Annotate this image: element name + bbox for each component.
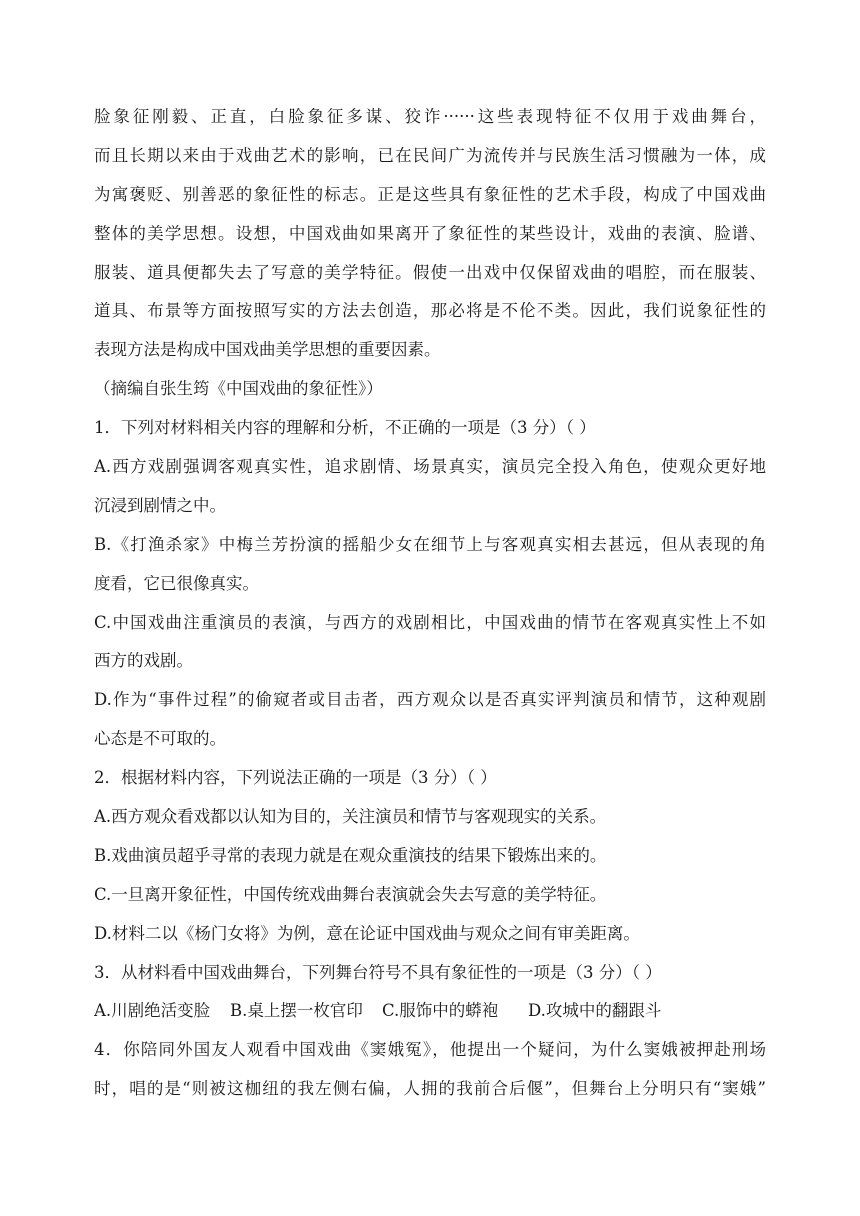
option-c-continued: 西方的戏剧。 [94,651,193,671]
option-d: D.材料二以《杨门女将》为例，意在论证中国戏曲与观众之间有审美距离。 [94,923,640,943]
citation: （摘编自张生筠《中国戏曲的象征性》） [94,379,383,399]
option-d: D.攻城中的翻跟斗 [528,1001,662,1021]
passage-line: 道具、布景等方面按照写实的方法去创造，那必将是不伦不类。因此，我们说象征性的 [94,301,766,321]
question-3 [94,954,766,1032]
option-d: D.作为“事件过程”的偷窥者或目击者，西方观众以是否真实评判演员和情节，这种观剧 [94,690,766,710]
option-a-continued: 沉浸到剧情之中。 [94,495,226,515]
question-stem: 4．你陪同外国友人观看中国戏曲《窦娥冤》，他提出一个疑问，为什么窦娥被押赴刑场 [94,1040,766,1060]
question-stem: 1．下列对材料相关内容的理解和分析，不正确的一项是（3 分）（ ） [94,418,596,438]
passage-line: 脸象征刚毅、正直，白脸象征多谋、狡诈······这些表现特征不仅用于戏曲舞台， [94,107,766,126]
options-row [94,992,766,1031]
question-stem: 3．从材料看中国戏曲舞台，下列舞台符号不具有象征性的一项是（3 分）（ ） [94,962,662,982]
option-b-continued: 度看，它已很像真实。 [94,573,259,593]
option-a: A.西方戏剧强调客观真实性，追求剧情、场景真实，演员完全投入角色，使观众更好地 [94,457,766,477]
option-b: B.《打渔杀家》中梅兰芳扮演的摇船少女在细节上与客观真实相去甚远，但从表现的角 [94,534,766,554]
option-a: A.西方观众看戏都以认知为目的，关注演员和情节与客观现实的关系。 [94,807,607,827]
question-stem-continued: 时，唱的是“则被这枷纽的我左侧右偏，人拥的我前合后偃”，但舞台上分明只有“窦娥” [94,1079,766,1099]
question-1 [94,409,766,759]
document-page [94,98,766,1109]
question-stem: 2．根据材料内容，下列说法正确的一项是（3 分）（ ） [94,768,497,788]
option-c: C.中国戏曲注重演员的表演，与西方的戏剧相比，中国戏曲的情节在客观真实性上不如 [94,612,766,632]
option-b: B.桌上摆一枚官印 [230,1001,363,1021]
option-c: C.一旦离开象征性，中国传统戏曲舞台表演就会失去写意的美学特征。 [94,884,607,904]
passage-line: 为寓褒贬、别善恶的象征性的标志。正是这些具有象征性的艺术手段，构成了中国戏曲 [94,184,766,204]
passage-line: 服装、道具便都失去了写意的美学特征。假使一出戏中仅保留戏曲的唱腔，而在服装、 [94,262,766,282]
passage-line: 而且长期以来由于戏曲艺术的影响，已在民间广为流传并与民族生活习惯融为一体，成 [94,145,766,165]
question-2 [94,759,766,953]
passage-line: 整体的美学思想。设想，中国戏曲如果离开了象征性的某些设计，戏曲的表演、脸谱、 [94,223,766,243]
question-4 [94,1031,766,1109]
option-b: B.戏曲演员超乎寻常的表现力就是在观众重演技的结果下锻炼出来的。 [94,845,607,865]
option-a: A.川剧绝活变脸 [94,1001,211,1021]
option-d-continued: 心态是不可取的。 [94,729,226,749]
passage-last-line: 表现方法是构成中国戏曲美学思想的重要因素。 [94,340,441,360]
passage [94,98,766,409]
option-c: C.服饰中的蟒袍 [382,1001,499,1021]
